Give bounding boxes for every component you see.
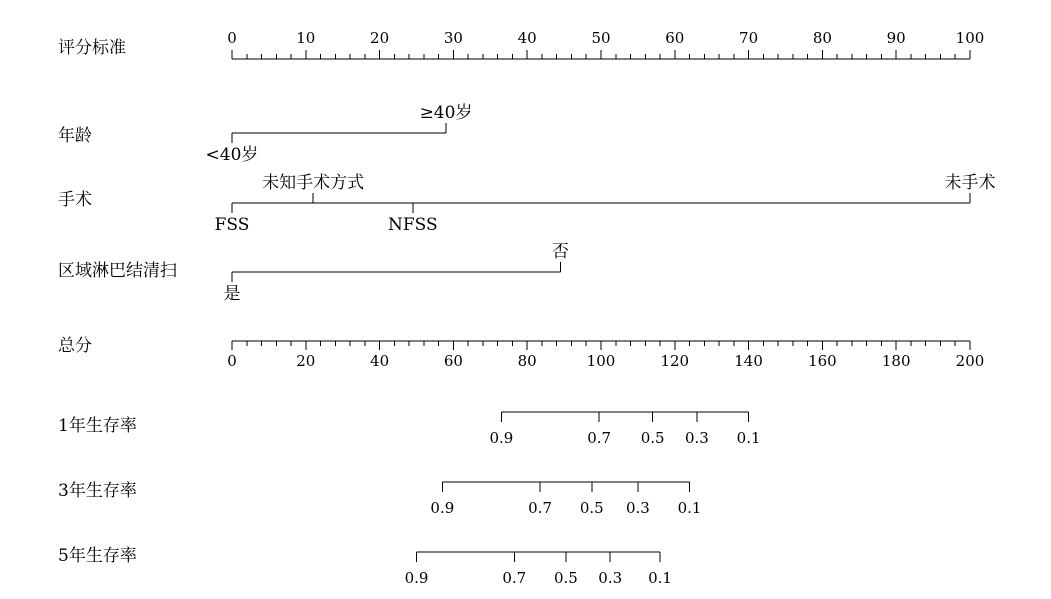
tick-label: 20 [296,352,316,370]
tick-label: 60 [443,352,463,370]
level-label: 否 [551,242,569,262]
tick-label: 70 [739,29,759,47]
tick-label: 100 [586,352,616,370]
tick-label: 60 [665,29,685,47]
row-8 [405,552,672,587]
probability-label: 0.5 [640,429,665,447]
row-4 [224,242,569,304]
probability-label: 0.5 [554,569,578,587]
row-2 [206,103,473,165]
tick-label: 50 [591,29,611,47]
tick-label: 100 [955,29,985,47]
row-6 [489,412,760,447]
row-5 [227,341,984,370]
probability-label: 0.7 [528,499,553,517]
probability-label: 0.7 [502,569,527,587]
probability-label: 0.1 [648,569,672,587]
level-label: FSS [214,215,250,235]
row-label: 区域淋巴结清扫 [58,261,177,281]
row-label: 总分 [58,336,92,356]
probability-label: 0.3 [598,569,623,587]
tick-label: 180 [881,352,911,370]
level-label: <40岁 [205,145,259,165]
probability-label: 0.5 [579,499,604,517]
row-3 [215,173,996,235]
tick-label: 20 [370,29,390,47]
tick-label: 80 [517,352,537,370]
tick-label: 0 [227,29,237,47]
row-label: 3年生存率 [58,481,137,501]
tick-label: 80 [812,29,832,47]
tick-label: 40 [517,29,537,47]
row-label: 1年生存率 [58,416,137,436]
row-label: 5年生存率 [58,546,137,566]
row-label: 评分标准 [58,38,126,58]
level-label: 是 [223,284,241,304]
probability-label: 0.1 [736,429,761,447]
tick-label: 200 [955,352,985,370]
tick-label: 120 [660,352,690,370]
level-label: ≥40岁 [419,103,473,123]
row-label: 手术 [58,190,92,210]
probability-label: 0.9 [404,569,429,587]
level-label: 未知手术方式 [262,173,365,193]
row-1 [227,29,984,59]
probability-label: 0.9 [489,429,514,447]
probability-label: 0.1 [677,499,702,517]
level-label: NFSS [387,215,438,235]
row-7 [430,482,701,517]
tick-label: 160 [808,352,837,370]
probability-label: 0.9 [430,499,455,517]
tick-label: 30 [443,29,463,47]
plot-area [206,29,996,587]
tick-label: 90 [886,29,906,47]
probability-label: 0.3 [625,499,650,517]
tick-label: 0 [227,352,237,370]
row-labels [58,38,177,566]
probability-label: 0.7 [587,429,612,447]
tick-label: 10 [296,29,316,47]
probability-label: 0.3 [685,429,709,447]
tick-label: 40 [370,352,390,370]
tick-label: 140 [734,352,763,370]
row-label: 年龄 [58,126,92,146]
level-label: 未手术 [944,173,996,193]
